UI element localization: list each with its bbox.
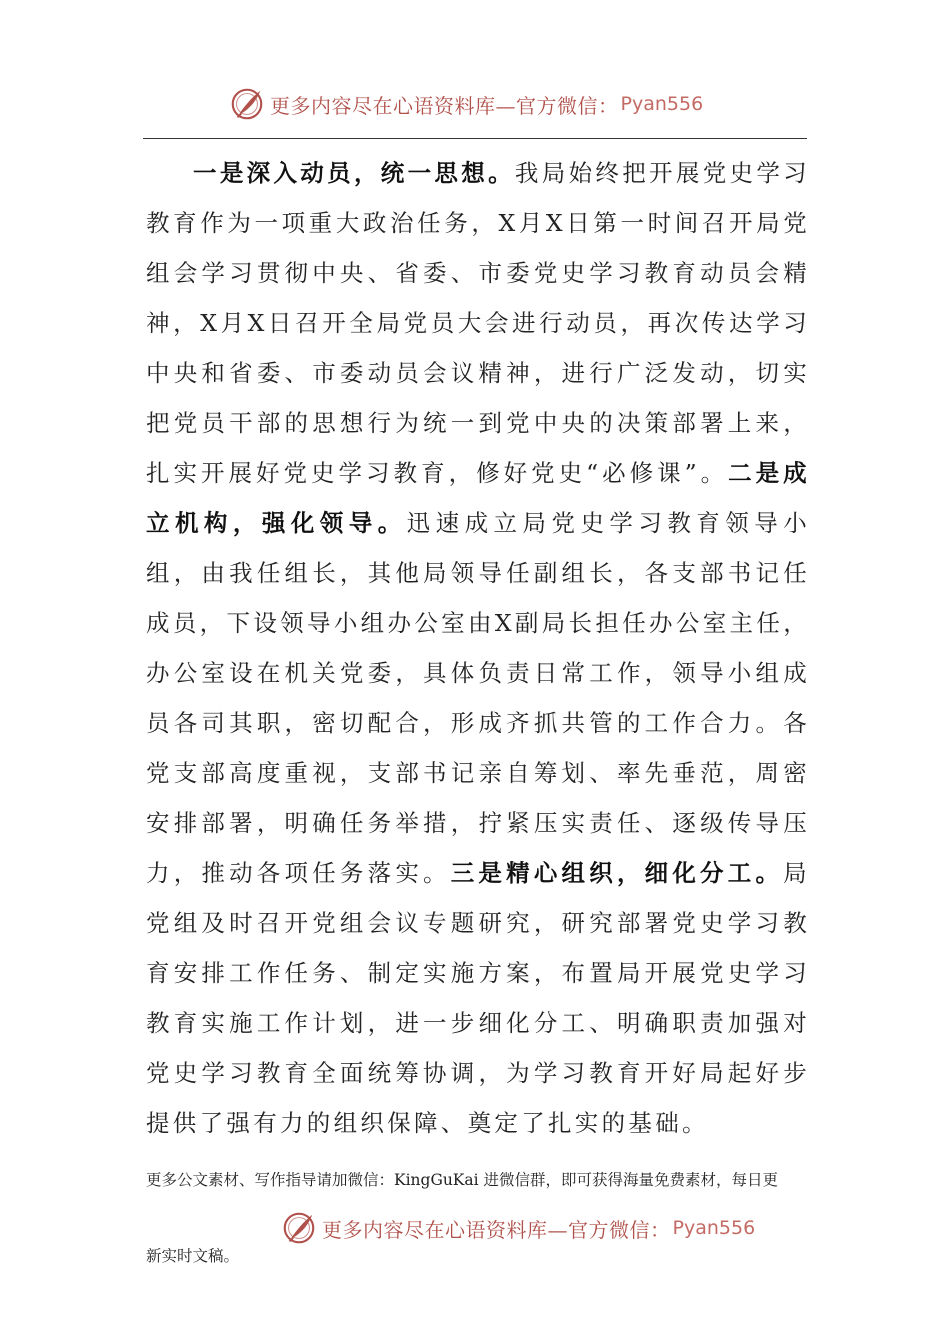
heading-three: 三是精心组织，细化分工。 <box>450 859 784 887</box>
watermark-header <box>228 84 703 124</box>
watermark-id: Pyan556 <box>620 93 704 115</box>
watermark-text: 更多内容尽在心语资料库—官方微信： <box>322 1217 671 1242</box>
paragraph-two: 迅速成立局党史学习教育领导小组，由我任组长，其他局领导任副组长，各支部书记任成员，下设领导小组办公室由X副局长担任办公室主任，办公室设在机关党委，具体负责日常工作，领导小组成员各司其职，密切配合，形成齐抓共管的工作合力。各党支部高度重视，支部书记亲自筹划、率先垂范，周密安排部署，明确任务举措，拧紧压实责任、逐级传导压力，推动各项任务落实。 <box>146 509 810 887</box>
paragraph-one: 我局始终把开展党史学习教育作为一项重大政治任务，X月X日第一时间召开局党组会学习贯彻中央、省委、市委党史学习教育动员会精神，X月X日召开全局党员大会进行动员，再次传达学习中央和省委、市委动员会议精神，进行广泛发动，切实把党员干部的思想行为统一到党中央的决策部署上来，扎实开展好党史学习教育，修好党史“必修课”。 <box>146 159 810 487</box>
paragraph-three: 局党组及时召开党组会议专题研究，研究部署党史学习教育安排工作任务、制定实施方案，布置局开展党史学习教育实施工作计划，进一步细化分工、明确职责加强对党史学习教育全面统筹协调，为学习教育开好局起好步提供了强有力的组织保障、奠定了扎实的基础。 <box>146 859 810 1137</box>
watermark-id: Pyan556 <box>672 1217 756 1239</box>
heading-two: 二是成立机构，强化领导。 <box>146 459 810 537</box>
body-paragraph <box>146 148 810 1148</box>
watermark-footer <box>280 1208 755 1248</box>
footer-note-tail: 新实时文稿。 <box>146 1247 240 1265</box>
header-divider <box>143 138 807 139</box>
quill-logo-icon <box>280 1209 318 1247</box>
quill-logo-icon <box>228 85 266 123</box>
footer-note: 更多公文素材、写作指导请加微信：KingGuKai 进微信群，即可获得海量免费素材，每日更 <box>146 1171 779 1189</box>
heading-one: 一是深入动员，统一思想。 <box>193 159 515 187</box>
watermark-text: 更多内容尽在心语资料库—官方微信： <box>270 93 619 118</box>
